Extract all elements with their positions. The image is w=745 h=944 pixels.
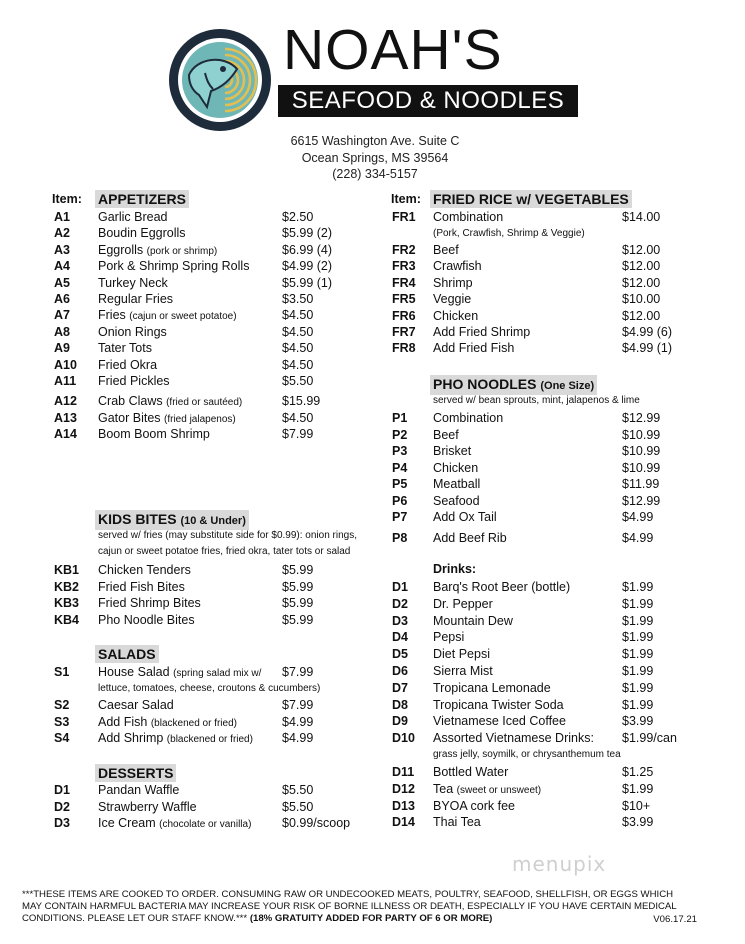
phone-number: (228) 334-5157: [332, 167, 418, 181]
menu-item-name: [433, 411, 503, 425]
menu-item-price: $4.50: [282, 324, 314, 339]
menu-item-name: [433, 698, 564, 712]
menu-item-note: (cajun or sweet potatoe): [129, 311, 237, 323]
menu-item-name: [433, 580, 570, 594]
menu-item-price: $5.50: [282, 783, 314, 797]
menu-item-name-text: Mountain Dew: [433, 613, 513, 628]
menu-item-code: P1: [392, 411, 408, 425]
menu-item-code: A3: [54, 242, 70, 257]
menu-item-price: $12.00: [622, 259, 661, 274]
menu-item-name: [98, 563, 191, 577]
menu-item-name: [433, 714, 566, 728]
menu-item-name-text: Add Fried Shrimp: [433, 325, 531, 339]
footer-line-2: MAY CONTAIN HARMFUL BACTERIA MAY INCREASE YOUR RISK OF BORNE ILLNESS OR DEATH, ESPECIALLY IF YOU HAVE CERTAIN MEDICAL: [22, 901, 677, 913]
menu-item-name-text: House Salad: [98, 665, 170, 679]
menu-item-name: Assorted Vietnamese Drinks:: [433, 731, 594, 745]
menu-item-code: P2: [392, 427, 408, 442]
menu-item-name-text: Ice Cream: [98, 816, 156, 830]
menu-item-name: [433, 681, 551, 695]
footer-line-3: [22, 913, 722, 925]
menu-item-code: FR4: [392, 275, 416, 290]
address-block: [230, 133, 520, 183]
menu-item-price: $1.99: [622, 580, 654, 594]
menu-item-price: $15.99: [282, 394, 321, 409]
menu-item-name: [433, 799, 515, 813]
menu-item-name: [98, 394, 242, 408]
menu-item-price: $4.99 (1): [622, 341, 673, 356]
menu-item-name-text: Add Fish: [98, 714, 148, 729]
menu-item-name-text: Pork & Shrimp Spring Rolls: [98, 259, 250, 274]
menu-item-code: S4: [54, 731, 70, 745]
menu-item-code: D9: [392, 714, 408, 729]
menu-item-price: $10.00: [622, 292, 661, 307]
footer-line-3-text: CONDITIONS. PLEASE LET OUR STAFF KNOW.***: [22, 913, 248, 925]
pho-title-note: (One Size): [540, 380, 595, 392]
menu-item-name-text: Bottled Water: [433, 765, 509, 779]
menu-item-code: FR7: [392, 325, 416, 339]
menu-item-price: $4.99: [282, 714, 314, 729]
menu-item-price: $4.50: [282, 308, 314, 323]
menu-item-price: $4.50: [282, 410, 314, 425]
menu-item-code: D8: [392, 697, 408, 712]
menu-item-code: D10: [392, 731, 415, 745]
menu-item-code: FR8: [392, 341, 416, 356]
menu-item-code: KB3: [54, 596, 80, 610]
menu-item-code: D6: [392, 664, 408, 678]
address-line-1: 6615 Washington Ave. Suite C: [290, 134, 460, 148]
menu-item-name-text: Tropicana Lemonade: [433, 680, 551, 695]
menu-item-name: [433, 597, 493, 611]
menu-item-price: $7.99: [282, 698, 314, 712]
menu-item-name-text: Seafood: [433, 493, 480, 508]
menu-item-code: D4: [392, 630, 408, 645]
menu-item-price: $14.00: [622, 210, 661, 224]
menu-item-price: $1.99/can: [622, 731, 677, 745]
menu-item-name: [98, 226, 186, 240]
menu-item-name: [433, 444, 471, 458]
menu-item-name: [98, 276, 168, 290]
brand-name: NOAH'S: [283, 18, 503, 82]
kids-title: KIDS BITES: [98, 511, 177, 527]
section-title-fried-rice: FRIED RICE w/ VEGETABLES: [430, 190, 632, 208]
menu-item-code: D1: [54, 783, 70, 797]
menu-item-name: [98, 731, 253, 745]
menu-item-price: $1.99: [622, 647, 654, 662]
menu-item-name-text: Diet Pepsi: [433, 647, 490, 662]
section-title-desserts: DESSERTS: [95, 764, 176, 782]
menu-item-name-text: Strawberry Waffle: [98, 799, 197, 814]
menu-item-code: D3: [392, 613, 408, 628]
assorted-drinks-description: grass jelly, soymilk, or chrysanthemum tea: [433, 749, 621, 760]
menu-item-price: $10.99: [622, 444, 661, 458]
menu-item-price: $1.99: [622, 613, 654, 628]
menu-item-price: $5.99 (2): [282, 226, 333, 241]
menu-item-name: [433, 815, 481, 829]
menu-item-code: S1: [54, 665, 70, 679]
menu-item-name: [98, 292, 173, 306]
pho-description: served w/ bean sprouts, mint, jalapenos & lime: [433, 395, 640, 406]
menu-item-price: $6.99 (4): [282, 242, 333, 257]
menu-item-name-text: Caesar Salad: [98, 698, 174, 712]
menu-item-name-text: Regular Fries: [98, 292, 174, 306]
menu-item-name: [433, 276, 473, 290]
menu-item-price: $1.99: [622, 697, 654, 712]
menu-item-name: [98, 341, 152, 355]
menu-item-price: $10.99: [622, 427, 661, 442]
menu-item-code: D2: [392, 596, 408, 611]
menu-item-name-text: Crab Claws: [98, 394, 163, 409]
fish-noodle-logo-icon: [167, 27, 273, 133]
menu-item-price: $7.99: [282, 665, 314, 679]
menu-item-code: P3: [392, 444, 408, 458]
menu-item-code: A12: [54, 394, 77, 409]
menu-item-name: [433, 765, 508, 779]
menu-item-name-text: Chicken Tenders: [98, 563, 191, 577]
menu-item-price: $4.99: [282, 731, 314, 745]
menu-item-name: [98, 715, 237, 729]
menu-item-code: A9: [54, 341, 70, 356]
section-title-kids: [95, 510, 249, 530]
menu-item-price: $1.99: [622, 630, 654, 645]
menu-item-price: $11.99: [622, 477, 660, 491]
menu-item-name-text: Add Fried Fish: [433, 341, 515, 356]
menu-item-name-text: Dr. Pepper: [433, 596, 493, 611]
menu-item-code: A10: [54, 357, 77, 372]
menu-item-name: [98, 325, 167, 339]
menu-item-name: [98, 783, 179, 797]
menu-item-name: [433, 292, 471, 306]
menu-item-name-text: Eggrolls: [98, 242, 144, 257]
menu-item-note: (fried jalapenos): [164, 413, 236, 425]
menu-item-price: $4.99 (6): [622, 325, 673, 339]
address-line-2: Ocean Springs, MS 39564: [301, 150, 449, 165]
menu-item-name: [98, 596, 201, 610]
menu-item-name-text: Combination: [433, 411, 504, 425]
kids-title-note: (10 & Under): [180, 515, 246, 527]
menu-item-name: [98, 411, 236, 425]
menu-item-note: (pork or shrimp): [146, 245, 218, 257]
menu-item-name-text: Boom Boom Shrimp: [98, 427, 210, 442]
menu-item-price: $4.50: [282, 357, 314, 372]
menu-item-name-text: Vietnamese Iced Coffee: [433, 714, 566, 729]
menu-item-name-text: Pandan Waffle: [98, 783, 180, 797]
menu-item-name-text: Add Ox Tail: [433, 510, 497, 524]
menu-item-name: [433, 243, 459, 257]
menu-item-price: $1.99: [622, 664, 654, 678]
menu-item-name: [433, 341, 514, 355]
menu-item-name: [98, 210, 167, 224]
section-title-salads: SALADS: [95, 645, 159, 663]
section-title-appetizers: APPETIZERS: [95, 190, 189, 208]
menu-item-price: $1.99: [622, 781, 654, 796]
menu-item-name-text: Shrimp: [433, 275, 473, 290]
menu-item-name: [433, 325, 530, 339]
menu-item-name: [433, 259, 482, 273]
gratuity-note: (18% GRATUITY ADDED FOR PARTY OF 6 OR MORE): [249, 913, 493, 925]
menu-item-code: A7: [54, 308, 70, 323]
menu-item-name-text: Chicken: [433, 460, 479, 475]
menu-item-name-text: Turkey Neck: [98, 275, 168, 290]
menu-item-price: $7.99: [282, 427, 314, 442]
menu-item-name: [98, 374, 170, 388]
drinks-title: Drinks:: [433, 562, 477, 576]
menu-item-code: D14: [392, 815, 415, 830]
menu-item-code: FR6: [392, 308, 416, 323]
menu-item-price: $5.99: [282, 596, 314, 610]
menu-item-name: [98, 580, 185, 594]
menu-item-code: KB4: [54, 612, 80, 627]
menu-item-code: P4: [392, 460, 408, 475]
menu-item-price: $1.25: [622, 765, 654, 779]
menu-item-name: [98, 698, 174, 712]
menu-item-name-text: Gator Bites: [98, 410, 161, 425]
menu-item-name: [433, 309, 478, 323]
menu-item-name-text: Crawfish: [433, 259, 482, 274]
menu-item-note: (blackened or fried): [166, 734, 253, 745]
menu-item-code: S3: [54, 714, 70, 729]
menu-item-code: D3: [54, 816, 70, 830]
menu-item-name-text: Beef: [433, 243, 459, 257]
menu-item-price: $4.99: [622, 530, 654, 545]
menu-item-price: $4.99 (2): [282, 259, 333, 274]
menu-item-code: D1: [392, 580, 408, 594]
menu-item-code: FR2: [392, 243, 416, 257]
footer-line-1: ***THESE ITEMS ARE COOKED TO ORDER. CONSUMING RAW OR UNDECOOKED MEATS, POULTRY, SEAFOOD, SHELLFISH, OR EGGS WHICH: [22, 889, 674, 900]
menu-item-code: P6: [392, 493, 408, 508]
menu-item-name-text: Beef: [433, 427, 459, 442]
version-label: V06.17.21: [653, 914, 697, 925]
menu-item-price: $12.99: [622, 411, 661, 425]
menu-item-price: $2.50: [282, 210, 314, 224]
menu-item-price: $5.99: [282, 563, 314, 577]
menu-item-price: $5.99 (1): [282, 275, 333, 290]
menu-item-code: A1: [54, 210, 70, 224]
menu-item-name-text: Add Shrimp: [98, 731, 164, 745]
menu-item-code: FR3: [392, 259, 416, 274]
menu-item-name: [433, 647, 490, 661]
menu-item-name: [98, 259, 249, 273]
menu-item-price: $3.50: [282, 292, 314, 306]
item-header-left: Item:: [52, 192, 82, 206]
menu-item-code: KB2: [54, 579, 80, 594]
menu-item-name: [98, 243, 217, 257]
menu-item-price: $0.99/scoop: [282, 816, 351, 830]
menu-item-code: D5: [392, 647, 408, 662]
menu-item-name: [98, 800, 197, 814]
menu-item-price: $5.99: [282, 579, 314, 594]
menu-item-price: $5.50: [282, 374, 314, 388]
menu-item-name-text: Add Beef Rib: [433, 530, 507, 545]
menu-item-name: [433, 630, 464, 644]
menu-item-price: $3.99: [622, 714, 654, 729]
menu-item-code: D11: [392, 765, 415, 779]
menu-item-name-text: Pepsi: [433, 630, 465, 645]
menu-item-name-text: Tater Tots: [98, 341, 152, 356]
menu-item-price: $10.99: [622, 460, 661, 475]
menu-item-name-text: Thai Tea: [433, 815, 481, 830]
menu-item-name-text: Chicken: [433, 308, 479, 323]
menu-item-price: $10+: [622, 798, 651, 813]
menu-item-note: (chocolate or vanilla): [159, 819, 252, 830]
menu-item-note: (blackened or fried): [150, 717, 237, 729]
kids-description-1: served w/ fries (may substitute side for $0.99): onion rings,: [98, 530, 358, 541]
menu-item-price: $4.50: [282, 341, 314, 356]
menu-item-name: [433, 461, 478, 475]
menu-item-name: [98, 358, 157, 372]
menu-item-name-text: Onion Rings: [98, 324, 167, 339]
pho-title: PHO NOODLES: [433, 376, 537, 392]
menu-item-name-text: Brisket: [433, 444, 472, 458]
combination-description: (Pork, Crawfish, Shrimp & Veggie): [433, 228, 585, 239]
menu-item-code: FR5: [392, 292, 416, 307]
menu-item-name-text: Meatball: [433, 477, 481, 491]
menu-item-price: $12.00: [622, 275, 661, 290]
menu-item-code: A2: [54, 226, 70, 241]
menu-item-name: [433, 614, 513, 628]
menu-item-name-text: Fries: [98, 308, 126, 323]
menu-item-name-text: Barq's Root Beer (bottle): [433, 580, 571, 594]
menu-item-name-text: Fried Okra: [98, 357, 158, 372]
menu-item-name: [433, 664, 493, 678]
menu-item-code: A8: [54, 324, 70, 339]
menu-item-name-text: BYOA cork fee: [433, 798, 515, 813]
menu-item-name-text: Fried Pickles: [98, 374, 170, 388]
menu-item-name: [98, 613, 195, 627]
menu-item-name: [98, 816, 251, 830]
menu-item-name-text: Sierra Mist: [433, 664, 493, 678]
item-header-right: Item:: [391, 192, 421, 206]
menu-item-name: [433, 494, 480, 508]
menu-item-name-text: Veggie: [433, 292, 472, 307]
menu-item-code: D13: [392, 798, 415, 813]
menu-item-name: [433, 531, 507, 545]
menu-item-name: [98, 308, 237, 322]
menu-item-name-text: Tropicana Twister Soda: [433, 697, 564, 712]
kids-description-2: cajun or sweet potatoe fries, fried okra, tater tots or salad: [98, 546, 351, 557]
menu-item-name-text: Garlic Bread: [98, 210, 168, 224]
menu-item-code: KB1: [54, 563, 80, 577]
section-title-pho: [430, 375, 597, 395]
menu-item-name: [98, 427, 210, 441]
menu-item-name: Combination: [433, 210, 504, 224]
menu-item-price: $5.50: [282, 799, 314, 814]
menu-item-code: FR1: [392, 210, 416, 224]
menu-item-code: D2: [54, 799, 70, 814]
menu-item-name: [98, 665, 261, 679]
menu-item-code: A13: [54, 410, 77, 425]
menu-item-name-text: Fried Fish Bites: [98, 579, 185, 594]
menu-item-code: A4: [54, 259, 70, 274]
menu-item-price: $5.99: [282, 612, 314, 627]
menu-item-note: (spring salad mix w/: [173, 668, 262, 679]
menu-item-name: [433, 510, 497, 524]
menu-item-code: A14: [54, 427, 77, 442]
house-salad-description: lettuce, tomatoes, cheese, croutons & cucumbers): [98, 683, 321, 694]
menu-item-name-text: Tea: [433, 781, 454, 796]
menu-item-price: $12.00: [622, 243, 661, 257]
menu-item-code: A11: [54, 374, 77, 388]
menu-item-code: S2: [54, 698, 70, 712]
menu-item-code: P5: [392, 477, 408, 491]
menu-item-name: [433, 782, 541, 796]
menu-item-name-text: Fried Shrimp Bites: [98, 596, 201, 610]
watermark: menupix: [512, 852, 607, 876]
menu-item-code: P7: [392, 510, 408, 524]
menu-item-note: (sweet or unsweet): [456, 784, 542, 796]
menu-item-code: D7: [392, 680, 408, 695]
menu-item-price: $12.99: [622, 493, 661, 508]
menu-item-code: D12: [392, 781, 415, 796]
menu-item-name: [433, 477, 480, 491]
footer-disclaimer: [22, 889, 722, 926]
menu-item-price: $1.99: [622, 680, 654, 695]
menu-item-code: A5: [54, 275, 70, 290]
menu-item-price: $1.99: [622, 596, 654, 611]
menu-item-name-text: Boudin Eggrolls: [98, 226, 186, 241]
menu-item-name-text: Pho Noodle Bites: [98, 612, 195, 627]
menu-item-price: $12.00: [622, 308, 661, 323]
menu-item-price: $3.99: [622, 815, 654, 830]
menu-item-price: $4.99: [622, 510, 654, 524]
menu-item-name: [433, 428, 459, 442]
menu-item-code: A6: [54, 292, 70, 306]
menu-item-code: P8: [392, 530, 408, 545]
brand-subtitle: SEAFOOD & NOODLES: [278, 85, 578, 117]
menu-item-note: (fried or sautéed): [166, 397, 243, 409]
